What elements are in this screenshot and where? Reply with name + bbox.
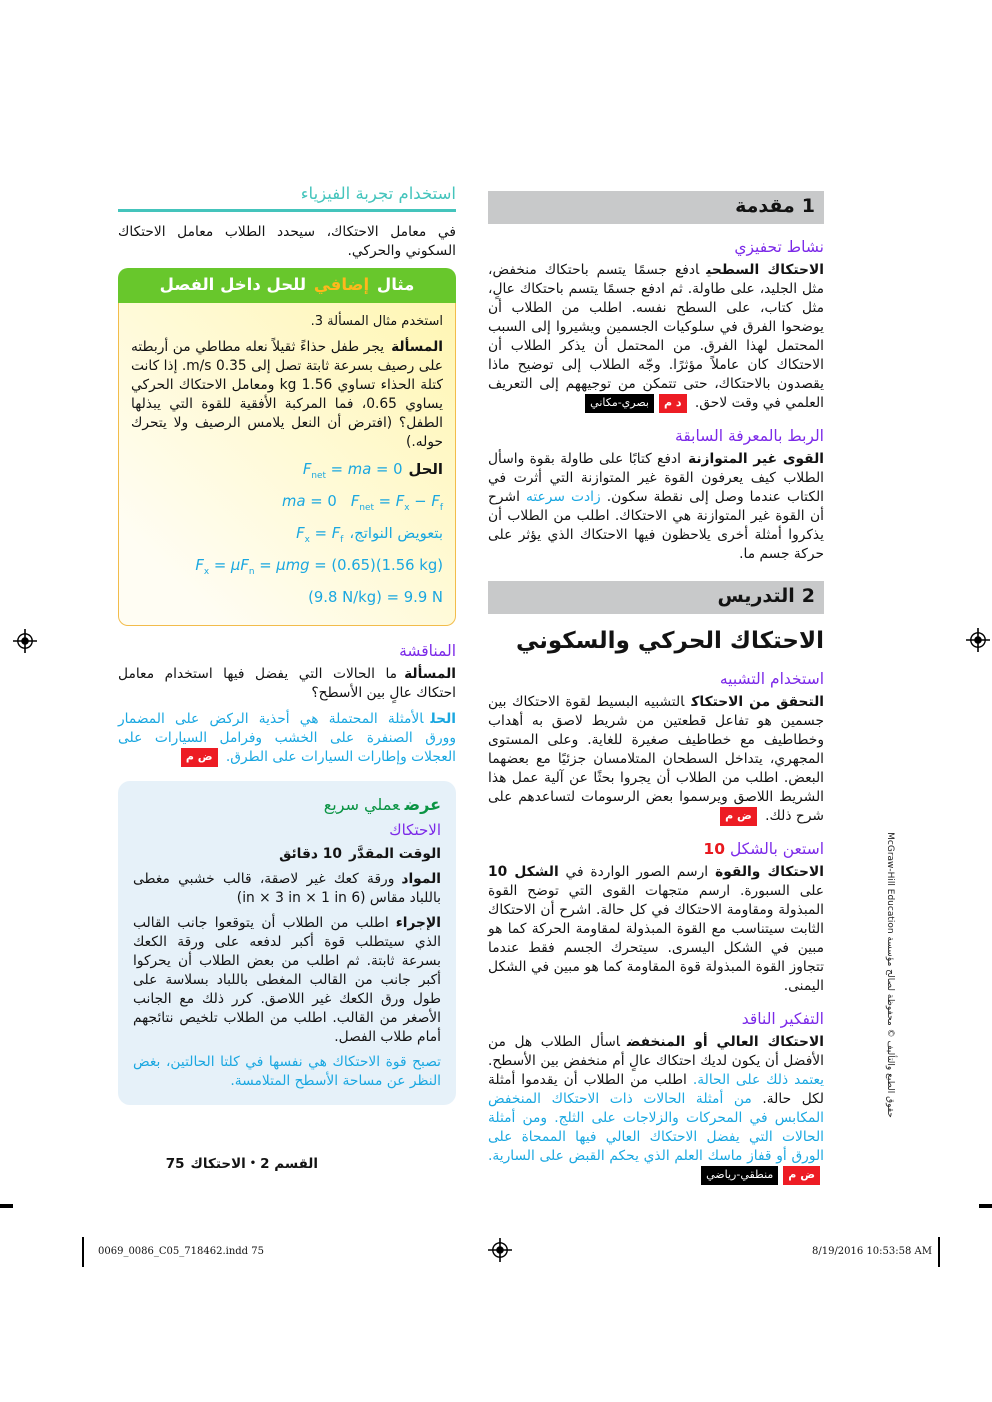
quick-demo-time (133, 845, 441, 864)
quick-demo-heading (133, 794, 441, 815)
right-column (488, 191, 824, 1192)
time-lead: الوقت المقدَّر (348, 845, 441, 862)
intelligence-style-tag: منطقي-رياضي (701, 1166, 778, 1185)
quick-demo-heading-bold: عرض (404, 794, 441, 814)
solution-equation-line (131, 555, 443, 583)
differentiation-tag: ض م (783, 1166, 820, 1185)
section-1-number: 1 (801, 195, 815, 217)
example-title-rest: للحل داخل الفصل (159, 275, 307, 294)
example-problem-text: يجر طفل حذاءً ثقيلاً نعله مطاطي من أربطته على رصيف بسرعة ثابتة تصل إلى 0.35 m/s. إذا كانت كتلة الحذاء تساوي 1.56 kg ومعامل الاحتكاك الحركي يساوي 0.65، فما المركبة الأفقية للقوة التي يبذلها الطفل؟ (افترض أن النعل يلامس الرصيف ولا يتحرك حوله.) (131, 339, 444, 450)
discussion-problem-text: ما الحالات التي يفضل فيها استخدام معامل احتكاك عالٍ بين الأسطح؟ (118, 665, 456, 701)
footer-page-number: 75 (165, 1156, 185, 1172)
figure-heading-text: استعن بالشكل (729, 840, 824, 858)
equation-1: $F_{net}$ = ma = 0 (302, 461, 403, 481)
prior-knowledge-lead: القوى غير المتوازنة (687, 451, 825, 467)
prior-knowledge-answer: زادت سرعته (525, 489, 601, 505)
solution-label: الحل (408, 461, 443, 478)
discussion-solution-lead: الحل (430, 710, 456, 727)
figure-lead: الاحتكاك والقوة (715, 864, 824, 880)
time-value: 10 دقائق (279, 845, 342, 862)
quick-demo-topic: الاحتكاك (389, 820, 441, 839)
materials-text: ورقة كعك غير لاصقة، قالب خشبي مغطى باللباد مقاس (6 in × 3 in × 1 in) (133, 870, 441, 906)
physlab-intro: في معامل الاحتكاك، سيحدد الطلاب معامل الاحتكاك السكوني والحركي. (118, 224, 456, 259)
analogy-lead: التحقق من الاحتكاك (691, 694, 824, 710)
extra-example-box-body (118, 303, 456, 626)
trim-mark (979, 1204, 992, 1208)
prior-knowledge-heading: الربط بالمعرفة السابقة (675, 427, 824, 445)
differentiation-tag: د م (659, 394, 687, 413)
critical-thinking-answer-1: يعتمد ذلك على الحالة. (692, 1072, 824, 1088)
copyright-notice: حقوق الطبع والتأليف © محفوظة لصالح مؤسسة McGraw-Hill Education (885, 832, 895, 1118)
discussion-solution-text: الأمثلة المحتملة هي أحذية الركض على المضمار وورق الصنفرة على الخشب وفرامل السيارات على العجلات وإطارات السيارات على الطرق. (118, 710, 456, 765)
figure-paragraph (488, 863, 824, 996)
critical-thinking-heading: التفكير الناقد (741, 1010, 824, 1028)
section-1-title: مقدمة (735, 195, 795, 217)
registration-mark-icon (488, 1238, 512, 1262)
extra-example-box-title (118, 268, 456, 303)
discussion-problem-lead: المسألة (404, 665, 456, 682)
example-problem-lead: المسألة (391, 339, 443, 355)
prior-knowledge-paragraph (488, 450, 824, 564)
equation-4: $F_x = \mu F_n = \mu mg = (0.65)(1.56$ kg) (195, 556, 443, 577)
motivation-paragraph (488, 261, 824, 413)
solution-equation-line (131, 459, 443, 487)
section-2-number: 2 (801, 585, 815, 607)
solution-equation-line (131, 491, 443, 519)
discussion-solution-paragraph (118, 710, 456, 767)
example-problem-paragraph (131, 338, 443, 452)
section-2-header (488, 581, 824, 614)
section-1-header (488, 191, 824, 224)
quick-demo-result: تصبح قوة الاحتكاك هي نفسها في كلتا الحالتين، بغض النظر عن مساحة الأسطح المتلامسة. (133, 1053, 441, 1089)
example-use-note: استخدم مثال المسألة 3. (310, 314, 443, 329)
prior-knowledge-text-2: اشرح أن القوة غير المتوازنة هي الاحتكاك. اطلب من الطلاب أن يذكروا أمثلة أخرى يلاحظون فيها الاحتكاك الذي يؤثر على حركة جسم ما. (488, 489, 824, 562)
trim-mark (0, 1204, 13, 1208)
physlab-heading: استخدام تجربة الفيزياء (300, 184, 456, 203)
critical-thinking-answer-2: من أمثلة الحالات ذات الاحتكاك المنخفض المكابس في المحركات والزلاجات على الثلج. ومن أمثلة الحالات التي يفضل الاحتكاك العالي فيها الممحاة على الورق أو قفاز ماسك العلم الذي يحكم القبض على السارية. (488, 1091, 824, 1164)
solution-equation-line (131, 587, 443, 608)
motivation-lead: الاحتكاك السطحي (706, 262, 824, 278)
discussion-heading: المناقشة (399, 641, 456, 660)
page-footer (118, 1156, 318, 1172)
figure-heading-number: 10 (703, 840, 725, 858)
materials-lead: المواد (401, 870, 441, 887)
extra-example-box (118, 268, 456, 626)
equation-2: ma = 0 $F_{net} = F_x - F_f$ (282, 492, 443, 513)
slug-divider (938, 1237, 940, 1267)
critical-thinking-lead: الاحتكاك العالي أو المنخفض (626, 1034, 825, 1050)
figure-text-1: ارسم الصور الواردة في (565, 864, 709, 880)
substitute-label: بتعويض النواتج، (349, 524, 443, 542)
registration-mark-icon (13, 629, 37, 653)
equation-3: $F_x = F_f$ (296, 524, 344, 545)
analogy-heading: استخدام التشبيه (719, 670, 824, 688)
example-title-main: مثال (376, 275, 415, 294)
equation-5: (9.8 N/kg) = 9.9 N (308, 588, 443, 606)
differentiation-tag: ض م (181, 748, 218, 767)
quick-demo-heading-rest: عملي سريع (323, 794, 400, 814)
intelligence-style-tag: بصري-مكاني (585, 394, 654, 413)
quick-demo-box (118, 781, 456, 1105)
procedure-lead: الإجراء (395, 914, 441, 931)
figure-heading (488, 839, 824, 859)
print-file-name: 0069_0086_C05_718462.indd 75 (98, 1246, 264, 1257)
critical-thinking-text-2: اطلب من الطلاب أن يقدموا أمثلة لكل حالة. (488, 1072, 824, 1107)
footer-separator: • (249, 1158, 257, 1169)
critical-thinking-text-1: اسأل الطلاب هل من الأفضل أن يكون لديك احتكاك عالٍ أم منخفض بين الأسطح. (488, 1034, 824, 1069)
section-2-title: التدريس (717, 585, 795, 607)
differentiation-tag: ض م (720, 807, 757, 826)
left-column (118, 183, 456, 1105)
slug-divider (82, 1237, 84, 1267)
discussion-problem-paragraph (118, 665, 456, 703)
analogy-text: التشبيه البسيط لقوة الاحتكاك بين جسمين هو تفاعل قطعتين من شريط لاصق به أهداب وخطاطيف مع خطاطيف صغيرة للغاية. وعلى المستوى المجهري، يتداخل السطحان المتلامسان جزئيًا مع بعضهما البعض. اطلب من الطلاب أن يجروا بحثًا عن آلية عمل هذا الشريط اللاصق ويرسموا بعض الرسومات لتساعدهم على شرح ذلك. (488, 694, 824, 824)
quick-demo-materials (133, 870, 441, 908)
motivation-heading: نشاط تحفيزي (734, 238, 824, 256)
footer-chapter: الاحتكاك (190, 1156, 246, 1172)
quick-demo-procedure (133, 914, 441, 1047)
solution-equation-line (131, 523, 443, 551)
motivation-text: ادفع جسمًا يتسم باحتكاك منخفض، مثل الجليد، على طاولة. ثم ادفع جسمًا يتسم باحتكاك عالٍ، مثل كتاب، على السطح نفسه. اطلب من الطلاب أن يوضحوا الفرق في سلوكيات الجسمين ويشيروا إلى السبب المحتمل لهذا الفرق. من المحتمل أن يذكر الطلاب أن الاحتكاك كان عاملاً مؤثرًا. وجّه الطلاب إلى توضيح ماذا يقصدون بالاحتكاك، حتى تتمكن من توجيههم إلى التعريف العلمي في وقت لاحق. (488, 262, 824, 411)
prior-knowledge-text-1: ادفع كتابًا على طاولة بقوة واسأل الطلاب كيف يعرفون القوة غير المتوازنة التي أثرت في الكتاب عندما وصل إلى نقطة سكون. (488, 451, 824, 505)
registration-mark-icon (966, 628, 990, 652)
example-title-accent: إضافي (313, 275, 370, 294)
physlab-rule (118, 209, 456, 212)
figure-reference: الشكل 10 (488, 864, 559, 880)
analogy-paragraph (488, 693, 824, 826)
print-timestamp: 8/19/2016 10:53:58 AM (811, 1246, 932, 1257)
footer-section: القسم 2 (260, 1156, 318, 1172)
lesson-title: الاحتكاك الحركي والسكوني (515, 628, 824, 654)
procedure-text: اطلب من الطلاب أن يتوقعوا جانب القالب الذي سيتطلب قوة أكبر لدفعه على ورقة الكعك بسرعة ثابتة. ثم اطلب من بعض الطلاب أن يحركوا أكبر جانب من القالب المغطى باللباد بسلاسة على طول ورق الكعك غير اللاصق. كرر ذلك مع الجانب الأصغر من القالب. اطلب من الطلاب تلخيص نتائجهم أمام طلاب الفصل. (133, 914, 441, 1045)
critical-thinking-paragraph (488, 1033, 824, 1185)
figure-text-2: على السبورة. ارسم متجهات القوى التي توضح القوة المبذولة ومقاومة الاحتكاك في كل حالة. اشرح أن الاحتكاك الثابت سيتناسب مع القوة المبذولة لمقاومة الحركة كما هو مبين في الشكل اليسرى. سيتحرك الجسم فقط عندما تتجاوز القوة المبذولة قوة المقاومة كما هو مبين في الشكل اليمنى. (488, 883, 824, 994)
